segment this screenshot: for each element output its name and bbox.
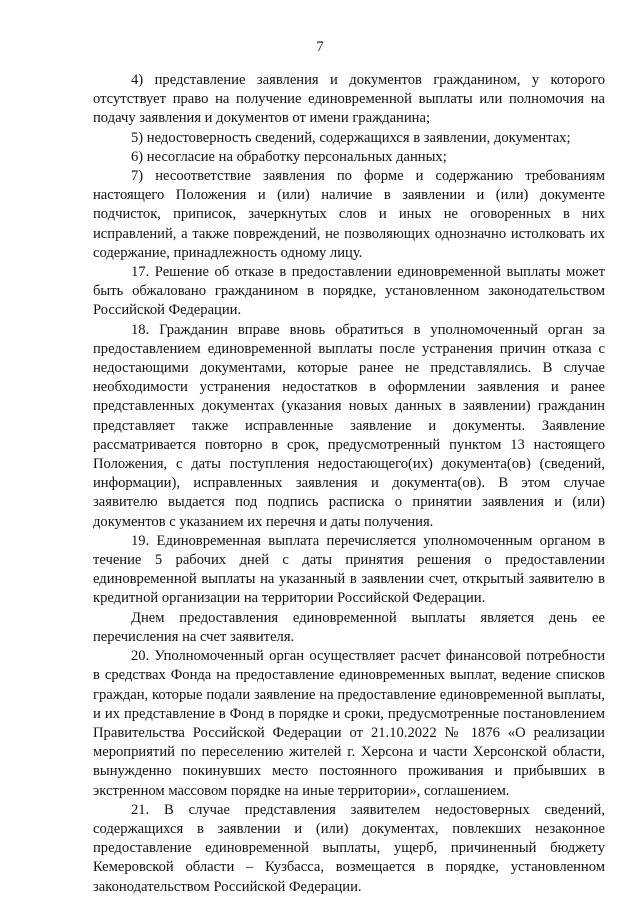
paragraph-item-7: 7) несоответствие заявления по форме и содержанию требованиям настоящего Положения и (или) наличие в заявлении и (или) документе подчисток, приписок, зачеркнутых слов и иных не оговоренных в них исправлений, а также повреждений, не позволяющих однозначно истолковать их содержание, принадлежность одному лицу.	[93, 168, 605, 261]
paragraph-clause-19: 19. Единовременная выплата перечисляется уполномоченным органом в течение 5 рабочих дней с даты принятия решения о предоставлении единовременной выплаты на указанный в заявлении счет, открытый заявителю в кредитной организации на территории Российской Федерации.	[93, 532, 605, 607]
paragraph-clause-17: 17. Решение об отказе в предоставлении единовременной выплаты может быть обжаловано гражданином в порядке, установленном законодательством Российской Федерации.	[93, 264, 605, 319]
document-body	[93, 71, 605, 897]
page-number: 7	[316, 39, 324, 55]
paragraph-clause-19-note: Днем предоставления единовременной выплаты является день ее перечисления на счет заявителя.	[93, 609, 605, 645]
paragraph-item-5: 5) недостоверность сведений, содержащихся в заявлении, документах;	[131, 129, 571, 146]
paragraph-clause-18: 18. Гражданин вправе вновь обратиться в уполномоченный орган за предоставлением единовременной выплаты после устранения причин отказа с недостающими документами, которые ранее не представлялись. В случае необходимости устранения недостатков в оформлении заявления и ранее представленных документах (указания новых данных в заявлении) гражданин представляет также исправленные заявление и документы. Заявление рассматривается повторно в срок, предусмотренный пунктом 13 настоящего Положения, с даты поступления недостающего(их) документа(ов) (сведений, информации), исправленных заявления и документа(ов). В этом случае заявителю выдается под подпись расписка о принятии заявления и (или) документов с указанием их перечня и даты получения.	[93, 321, 605, 530]
paragraph-clause-21: 21. В случае представления заявителем недостоверных сведений, содержащихся в заявлении и (или) документах, повлекших незаконное предоставление единовременной выплаты, ущерб, причиненный бюджету Кемеровской области – Кузбасса, возмещается в порядке, установленном законодательством Российской Федерации.	[93, 801, 605, 895]
paragraph-item-6: 6) несогласие на обработку персональных данных;	[131, 148, 447, 165]
paragraph-item-4: 4) представление заявления и документов гражданином, у которого отсутствует право на получение единовременной выплаты или полномочия на подачу заявления и документов от имени гражданина;	[93, 72, 605, 127]
paragraph-clause-20: 20. Уполномоченный орган осуществляет расчет финансовой потребности в средствах Фонда на предоставление единовременных выплат, ведение списков граждан, которые подали заявление на предоставление единовременной выплаты, и их представление в Фонд в порядке и сроки, предусмотренные постановлением Правительства Российской Федерации от 21.10.2022 № 1876 «О реализации мероприятий по переселению жителей г. Херсона и части Херсонской области, вынужденно покинувших место постоянного проживания и прибывших в экстренном массовом порядке на иные территории», соглашением.	[93, 648, 605, 799]
